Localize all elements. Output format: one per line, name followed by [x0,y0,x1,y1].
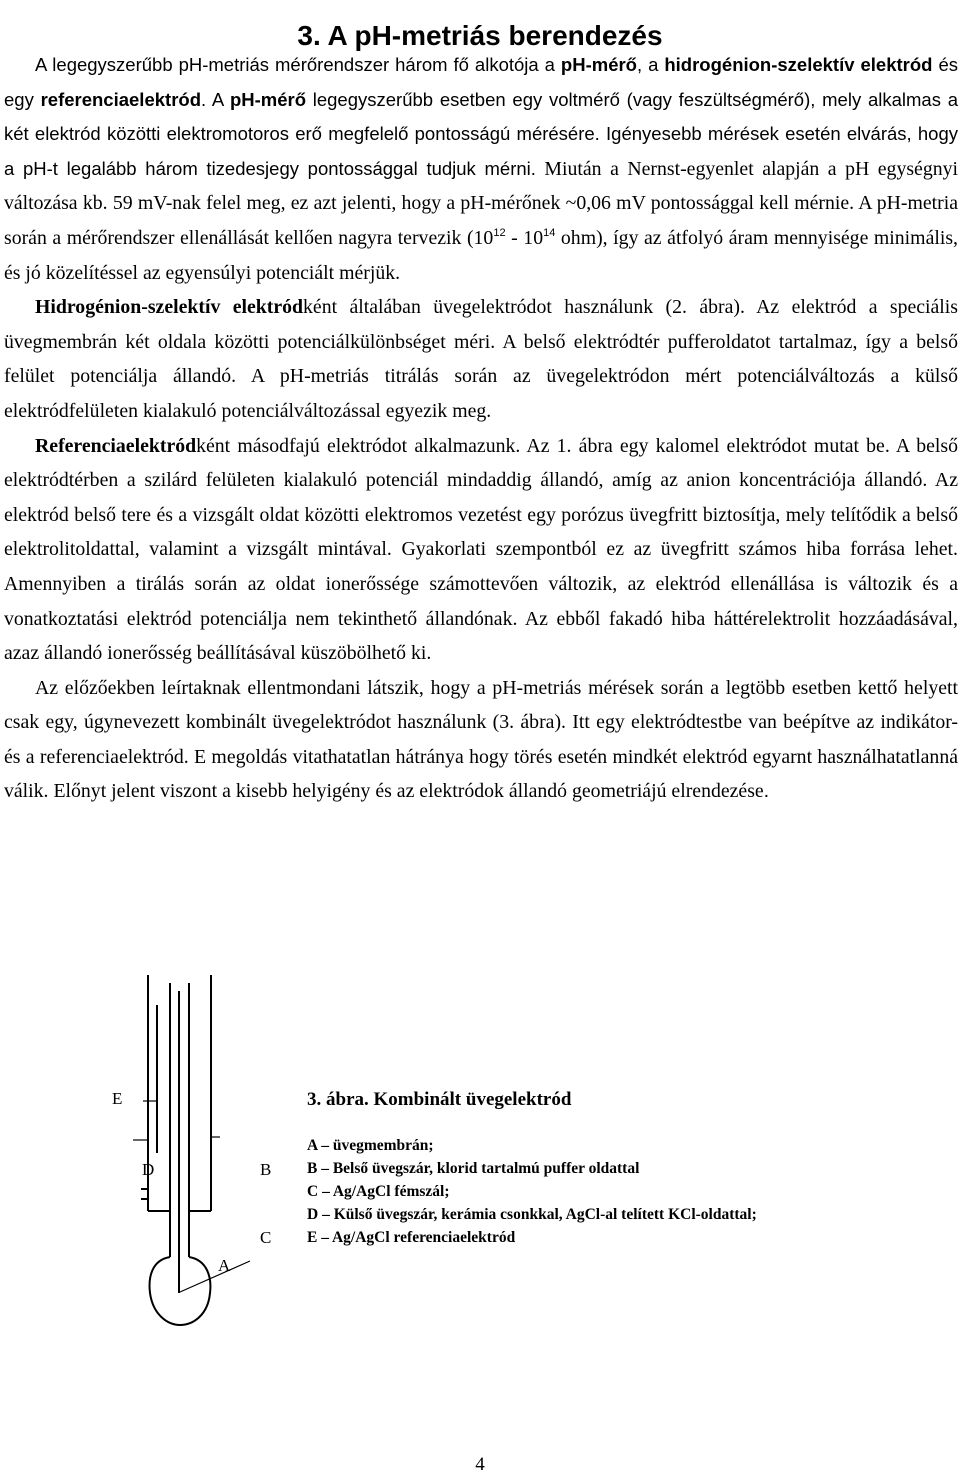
text-run: A legegyszerűbb pH-metriás mérőrendszer három fő alkotója a [35,54,561,75]
term-ion-selective-electrode: Hidrogénion-szelektív elektród [35,296,304,319]
term-reference-electrode: Referenciaelektród [35,434,197,457]
combined-electrode-figure [100,975,300,1395]
paragraph-reference-electrode [4,429,958,671]
text-run: ként általában üvegelektródot használunk (2. ábra). Az elektród a speciális üvegmembrán két oldala közötti potenciálkülönbséget méri. A belső elektródtér pufferoldatot tartalmaz, így a belső felület potenciálja állandó. A pH-metriás titrálás során az üvegelektródon mért potenciálváltozás a külső elektródfelületen kialakuló potenciálváltozással egyezik meg. [4,296,958,422]
label-b: B [260,1160,272,1179]
term-ph-meter: pH-mérő [560,54,637,75]
term-ion-selective-electrode: hidrogénion-szelektív elektród [664,54,933,75]
paragraph-glass-electrode [4,290,958,428]
text-run: . [763,780,770,803]
legend-item: B – Belső üvegszár, klorid tartalmú puffer oldattal [307,1160,640,1177]
text-run: ként másodfajú elektródot alkalmazunk. Az 1. ábra egy kalomel elektródot mutat be. A belső elektródtérben a szilárd felületen kialakuló potenciál mindaddig állandó, amíg az anion koncentrációja állandó. Az elektród belső tere és a vizsgált oldat közötti elektromos vezetést egy porózus üvegfritt biztosítja, mely telítődik a belső elektrolitoldattal, valamint a vizsgált mintával. Gyakorlati szempontból ez az üvegfritt számos hiba forrása lehet. Amennyiben a tirálás során az oldat ionerőssége számottevően változik, az elektród ellenállása is változik és a vonatkoztatási elektród potenciálja nem tekinthető állandónak. Az ebből fakadó hiba háttérelektrolit hozzáadásával, azaz állandó ionerősség beállításával küszöbölhető ki. [4,434,958,665]
label-c: C [260,1228,272,1247]
legend-item: A – üvegmembrán; [307,1137,434,1154]
legend-item: E – Ag/AgCl referenciaelektród [307,1229,516,1246]
text-run: Az előzőekben leírtaknak ellentmondani látszik, hogy a pH-metriás mérések során a legtöbb esetben kettő helyett csak egy, úgynevezett kombinált üvegelektródot használunk (3. ábra). Itt egy elektródtestbe van beépítve az indikátor- és a referenciaelektród. E megoldás vitathatatlan hátránya hogy törés esetén mindkét elektród egyarnt használhatatlanná válik. Előnyt jelent viszont a kisebb helyigény és az elektródok állandó geometriájú elrendezése [4,676,958,803]
text-run: , a [636,54,665,75]
paragraph-intro [4,48,958,290]
label-e: E [112,1089,123,1108]
term-reference-electrode: referenciaelektród [40,88,201,110]
text-run: Miután a Nernst-egyenlet alapján a pH egységnyi változása kb. 59 mV-nak felel meg, ez azt jelenti, hogy a pH-mérőnek ~0,06 mV pontossággal kell mérnie. A pH-metria során a mérőrendszer ellenállását kellően nagyra tervezik (10 [4,157,958,249]
body-text [4,48,958,809]
legend-item: D – Külső üvegszár, kerámia csonkkal, AgCl-al telített KCl-oldattal; [307,1206,757,1223]
page-title: 3. A pH-metriás berendezés [297,19,663,51]
text-run: Igényesebb mérések esetén elvárás, hogy a pH-t legalább három tizedesjegy pontossággal tudjuk mérni. [4,123,958,179]
page-number: 4 [475,1454,485,1475]
figure-caption: 3. ábra. Kombinált üvegelektród [307,1089,572,1110]
term-ph-meter: pH-mérő [229,88,306,110]
legend-item: C – Ag/AgCl fémszál; [307,1183,450,1200]
label-d: D [142,1160,155,1179]
text-run: . A [201,88,230,110]
exponent: 14 [543,226,556,239]
text-run: legegyszerűbb esetben egy voltmérő (vagy feszültségmérő), mely alkalmas a két elektród közötti elektromotoros erő megfelelő pontosságú mérésére. [4,88,958,145]
label-a: A [218,1256,231,1275]
exponent: 12 [493,226,506,239]
paragraph-combined-electrode [4,671,958,809]
text-run: és egy [4,54,958,110]
text-run: ohm), így az átfolyó áram mennyisége minimális, és jó közelítéssel az egyensúlyi potenciált mérjük. [4,226,958,284]
figure-caption-block [307,1088,947,1249]
electrode-diagram [100,975,300,1395]
text-run: - 10 [505,226,544,249]
figure-legend [307,1134,947,1249]
